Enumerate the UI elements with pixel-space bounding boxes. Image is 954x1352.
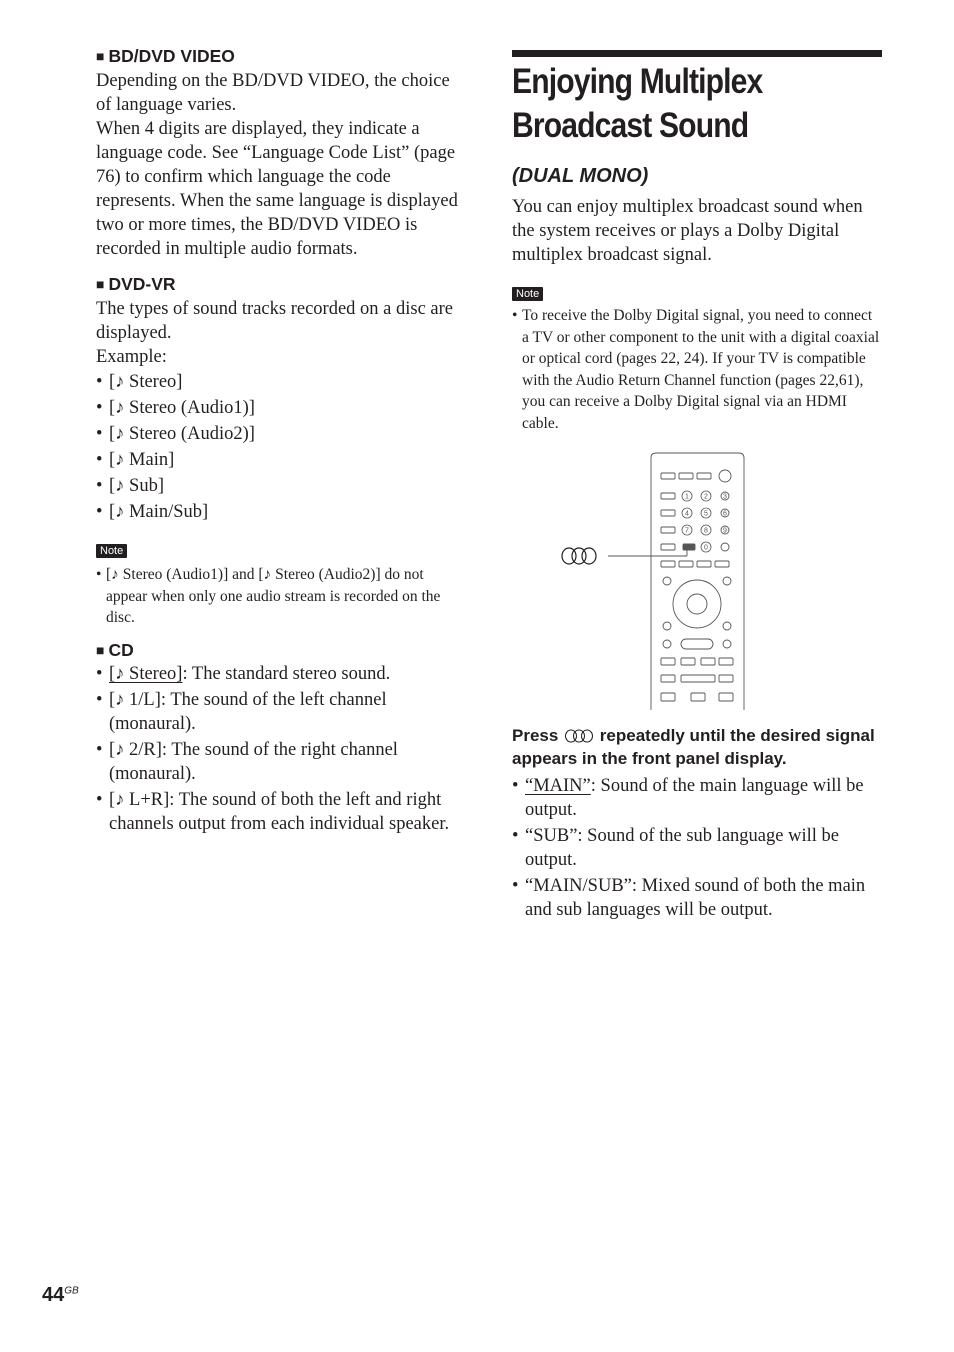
list-item: • [♪ Stereo (Audio2)]	[96, 421, 468, 447]
audio-button-icon	[563, 729, 595, 743]
audio-button-icon	[562, 548, 596, 564]
list-item: • [♪ Main]	[96, 447, 468, 473]
option-desc: : Sound of the main language will be output.	[525, 776, 864, 820]
default-setting: [♪ Stereo]	[109, 663, 183, 684]
page-number-value: 44	[42, 1284, 65, 1306]
dvd-vr-heading	[96, 272, 468, 297]
right-body	[512, 195, 882, 434]
list-item: • [♪ 2/R]: The sound of the right channel (monaural).	[96, 739, 468, 786]
keypad-digit: 4	[685, 510, 689, 518]
list-item	[512, 875, 884, 922]
bd-heading-text: BD/DVD VIDEO	[108, 46, 235, 66]
square-bullet-icon: ■	[96, 641, 105, 658]
subtitle: (DUAL MONO)	[512, 165, 649, 187]
list-item: • [♪ Stereo (Audio1)]	[96, 395, 468, 421]
title-line-2: Broadcast Sound	[512, 106, 749, 145]
dvd-vr-example: Example:	[96, 347, 167, 367]
square-bullet-icon: ■	[96, 48, 105, 64]
bd-paragraph-2: When 4 digits are displayed, they indicate a language code. See “Language Code List” (page 76) to confirm which language the code represents. When the same language is displayed two or more times, the BD/DVD VIDEO is recorded in multiple audio formats.	[96, 119, 458, 259]
note-text: • [♪ Stereo (Audio1)] and [♪ Stereo (Audio2)] do not appear when only one audio stream is recorded on the disc.	[96, 564, 468, 629]
note-text: • To receive the Dolby Digital signal, you need to connect a TV or other component to the unit with a digital coaxial or optical cord (pages 22, 24). If your TV is compatible with the Audio Return Channel function (pages 22,61), you can receive a Dolby Digital signal via an HDMI cable.	[512, 305, 882, 434]
keypad-digit: 5	[704, 510, 708, 518]
bd-dvd-video-heading	[96, 44, 468, 69]
remote-control-illustration	[555, 450, 750, 712]
list-item: • [♪ Sub]	[96, 473, 468, 499]
title-line-1: Enjoying Multiplex	[512, 62, 763, 101]
intro-paragraph: You can enjoy multiplex broadcast sound when the system receives or plays a Dolby Digital multiplex broadcast signal.	[512, 197, 863, 265]
note-block-left	[96, 541, 468, 629]
option-list	[512, 775, 884, 922]
step-instruction	[512, 724, 884, 770]
note-label: Note	[96, 544, 127, 558]
cd-heading	[96, 638, 468, 663]
dvd-vr-paragraph: The types of sound tracks recorded on a disc are displayed.	[96, 299, 454, 343]
list-item: • [♪ 1/L]: The sound of the left channel (monaural).	[96, 689, 468, 736]
keypad-digit: 0	[704, 544, 708, 552]
list-item: • [♪ Stereo]	[96, 369, 468, 395]
list-item	[512, 825, 884, 872]
cd-list	[96, 663, 468, 837]
list-item	[96, 663, 468, 687]
step-press-text: Press	[512, 726, 559, 745]
option-desc: : Mixed sound of both the main and sub languages will be output.	[525, 876, 866, 920]
remote-keypad	[682, 491, 727, 552]
note-label: Note	[512, 287, 543, 301]
list-item: • [♪ Main/Sub]	[96, 499, 468, 525]
keypad-digit: 7	[685, 527, 689, 535]
note-block-right	[512, 284, 882, 434]
list-item: • [♪ L+R]: The sound of both the left and right channels output from each individual speaker.	[96, 789, 468, 836]
page-title	[512, 60, 762, 148]
keypad-digit: 2	[704, 493, 708, 501]
option-key-default: “MAIN”	[525, 776, 591, 796]
left-column	[96, 44, 468, 839]
keypad-digit: 6	[723, 510, 727, 518]
keypad-digit: 3	[723, 493, 727, 501]
remote-body	[651, 453, 744, 710]
keypad-digit: 1	[685, 493, 689, 501]
option-key: “MAIN/SUB”	[525, 876, 632, 896]
list-item-text: : The standard stereo sound.	[182, 663, 391, 684]
section-rule	[512, 50, 882, 57]
dvd-vr-list	[96, 369, 468, 525]
cd-heading-text: CD	[108, 639, 134, 660]
option-key: “SUB”	[525, 826, 578, 846]
option-desc: : Sound of the sub language will be output.	[525, 826, 839, 870]
page-number	[42, 1284, 79, 1307]
bd-paragraph-1: Depending on the BD/DVD VIDEO, the choice of language varies.	[96, 71, 450, 115]
step-rest-text: repeatedly until the desired signal appears in the front panel display.	[512, 726, 875, 768]
step-block	[512, 724, 884, 925]
page-suffix: GB	[64, 1285, 79, 1297]
keypad-digit: 9	[723, 527, 727, 535]
list-item	[512, 775, 884, 822]
square-bullet-icon: ■	[96, 276, 105, 292]
keypad-digit: 8	[704, 527, 708, 535]
dvd-vr-heading-text: DVD-VR	[108, 274, 176, 294]
